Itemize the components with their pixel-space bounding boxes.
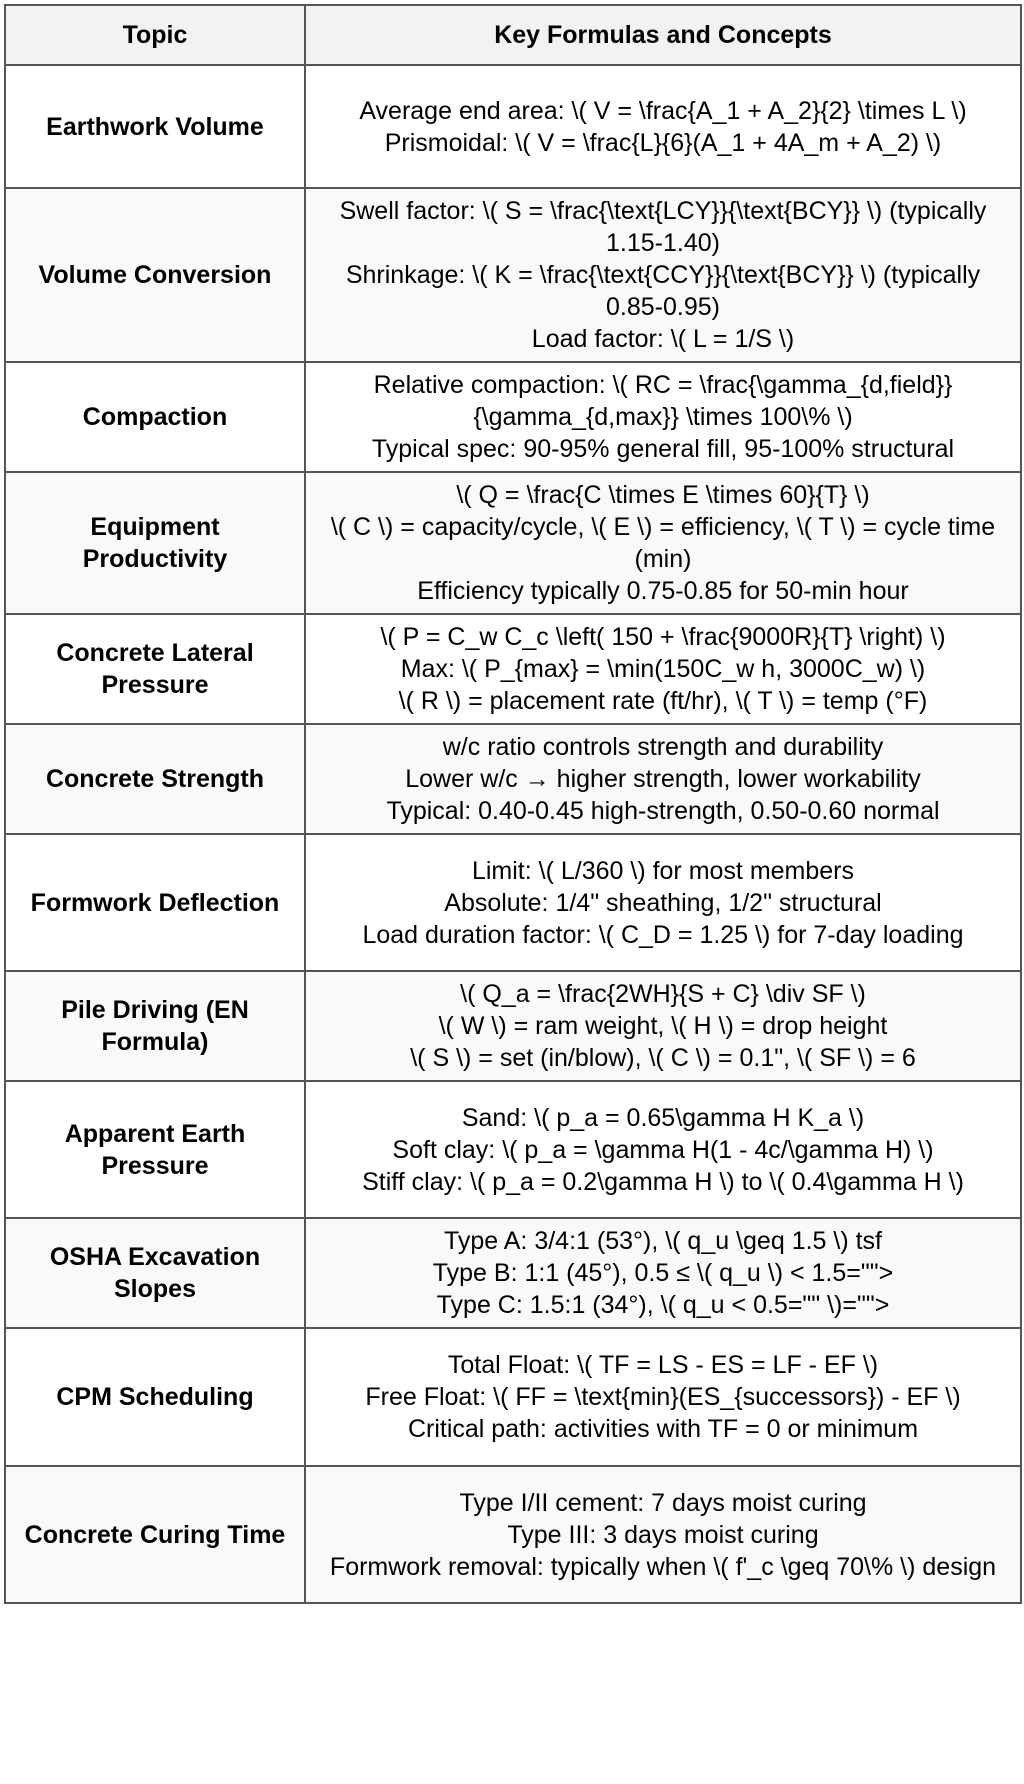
formula-cell: [305, 1328, 1021, 1466]
formula-cell: [305, 1466, 1021, 1603]
formula-cell: [305, 472, 1021, 614]
topic-cell: Pile Driving (EN Formula): [5, 971, 305, 1081]
table-row: [5, 834, 1021, 971]
formula-cell: [305, 724, 1021, 834]
table-row: [5, 1081, 1021, 1218]
formula-cell: [305, 614, 1021, 724]
table-row: [5, 472, 1021, 614]
formula-line: Load duration factor: \( C_D = 1.25 \) for 7-day loading: [362, 920, 964, 949]
formula-line: \( R \) = placement rate (ft/hr), \( T \) = temp (°F): [398, 687, 928, 715]
formula-cell: [305, 1218, 1021, 1328]
formula-line: \( S \) = set (in/blow), \( C \) = 0.1", \( SF \) = 6: [410, 1044, 916, 1072]
formula-cell: [305, 362, 1021, 472]
formula-line: Type B: 1:1 (45°), 0.5 ≤ \( q_u \) < 1.5="">: [432, 1259, 894, 1287]
topic-cell: OSHA Excavation Slopes: [5, 1218, 305, 1328]
formula-cell: [305, 971, 1021, 1081]
formula-line: Typical: 0.40-0.45 high-strength, 0.50-0.60 normal: [386, 797, 940, 825]
formula-line: Free Float: \( FF = \text{min}(ES_{successors}) - EF \): [365, 1383, 961, 1411]
table-row: [5, 188, 1021, 362]
topic-cell: Concrete Lateral Pressure: [5, 614, 305, 724]
table-row: [5, 362, 1021, 472]
table-row: [5, 1466, 1021, 1603]
formula-line: \( C \) = capacity/cycle, \( E \) = efficiency, \( T \) = cycle time (min): [330, 513, 996, 573]
formula-line: \( Q_a = \frac{2WH}{S + C} \div SF \): [460, 980, 866, 1008]
formula-line: Total Float: \( TF = LS - ES = LF - EF \): [447, 1351, 879, 1379]
formula-line: Load factor: \( L = 1/S \): [531, 325, 795, 353]
formula-cell: [305, 1081, 1021, 1218]
formula-line: Lower w/c → higher strength, lower workability: [405, 765, 921, 793]
formula-line: Soft clay: \( p_a = \gamma H(1 - 4c/\gamma H) \): [392, 1135, 934, 1164]
formula-line: Average end area: \( V = \frac{A_1 + A_2}{2} \times L \): [359, 96, 967, 125]
formula-line: Stiff clay: \( p_a = 0.2\gamma H \) to \( 0.4\gamma H \): [362, 1167, 964, 1196]
formula-line: Swell factor: \( S = \frac{\text{LCY}}{\text{BCY}} \) (typically 1.15-1.40): [339, 197, 987, 257]
topic-cell: Earthwork Volume: [5, 65, 305, 188]
formula-cell: [305, 188, 1021, 362]
formula-line: Critical path: activities with TF = 0 or minimum: [407, 1415, 919, 1443]
header-row: [5, 5, 1021, 65]
formula-table: [4, 4, 1022, 1604]
table-row: [5, 1218, 1021, 1328]
formula-line: Type III: 3 days moist curing: [507, 1520, 819, 1549]
formula-line: \( P = C_w C_c \left( 150 + \frac{9000R}{T} \right) \): [380, 623, 946, 651]
topic-cell: Apparent Earth Pressure: [5, 1081, 305, 1218]
formula-line: Type C: 1.5:1 (34°), \( q_u < 0.5="" \)="">: [436, 1291, 890, 1319]
formula-line: Formwork removal: typically when \( f'_c \geq 70\% \) design: [329, 1552, 997, 1581]
formula-line: Shrinkage: \( K = \frac{\text{CCY}}{\text{BCY}} \) (typically 0.85-0.95): [345, 261, 981, 321]
formula-line: Type A: 3/4:1 (53°), \( q_u \geq 1.5 \) tsf: [443, 1227, 882, 1255]
topic-cell: CPM Scheduling: [5, 1328, 305, 1466]
formula-line: Relative compaction: \( RC = \frac{\gamma_{d,field}}{\gamma_{d,max}} \times 100\% \): [373, 371, 953, 431]
topic-cell: Concrete Curing Time: [5, 1466, 305, 1603]
formula-line: \( W \) = ram weight, \( H \) = drop height: [438, 1012, 888, 1040]
topic-cell: Volume Conversion: [5, 188, 305, 362]
table-row: [5, 614, 1021, 724]
formula-cell: [305, 65, 1021, 188]
topic-cell: Concrete Strength: [5, 724, 305, 834]
formula-line: Sand: \( p_a = 0.65\gamma H K_a \): [461, 1103, 865, 1132]
formula-table-container: [4, 4, 1020, 1604]
table-row: [5, 724, 1021, 834]
header-topic: Topic: [5, 5, 305, 65]
formula-line: \( Q = \frac{C \times E \times 60}{T} \): [456, 481, 870, 509]
formula-line: Absolute: 1/4" sheathing, 1/2" structural: [444, 888, 882, 917]
formula-line: Type I/II cement: 7 days moist curing: [459, 1488, 867, 1517]
formula-cell: [305, 834, 1021, 971]
formula-line: Prismoidal: \( V = \frac{L}{6}(A_1 + 4A_m + A_2) \): [384, 128, 942, 157]
topic-cell: Compaction: [5, 362, 305, 472]
formula-line: Limit: \( L/360 \) for most members: [471, 856, 855, 885]
header-formulas: Key Formulas and Concepts: [305, 5, 1021, 65]
formula-line: Efficiency typically 0.75-0.85 for 50-min hour: [417, 577, 909, 605]
topic-cell: Formwork Deflection: [5, 834, 305, 971]
table-row: [5, 65, 1021, 188]
topic-cell: Equipment Productivity: [5, 472, 305, 614]
formula-line: Max: \( P_{max} = \min(150C_w h, 3000C_w) \): [400, 655, 926, 683]
table-row: [5, 1328, 1021, 1466]
table-row: [5, 971, 1021, 1081]
formula-line: w/c ratio controls strength and durability: [442, 733, 884, 761]
formula-line: Typical spec: 90-95% general fill, 95-100% structural: [371, 435, 955, 463]
